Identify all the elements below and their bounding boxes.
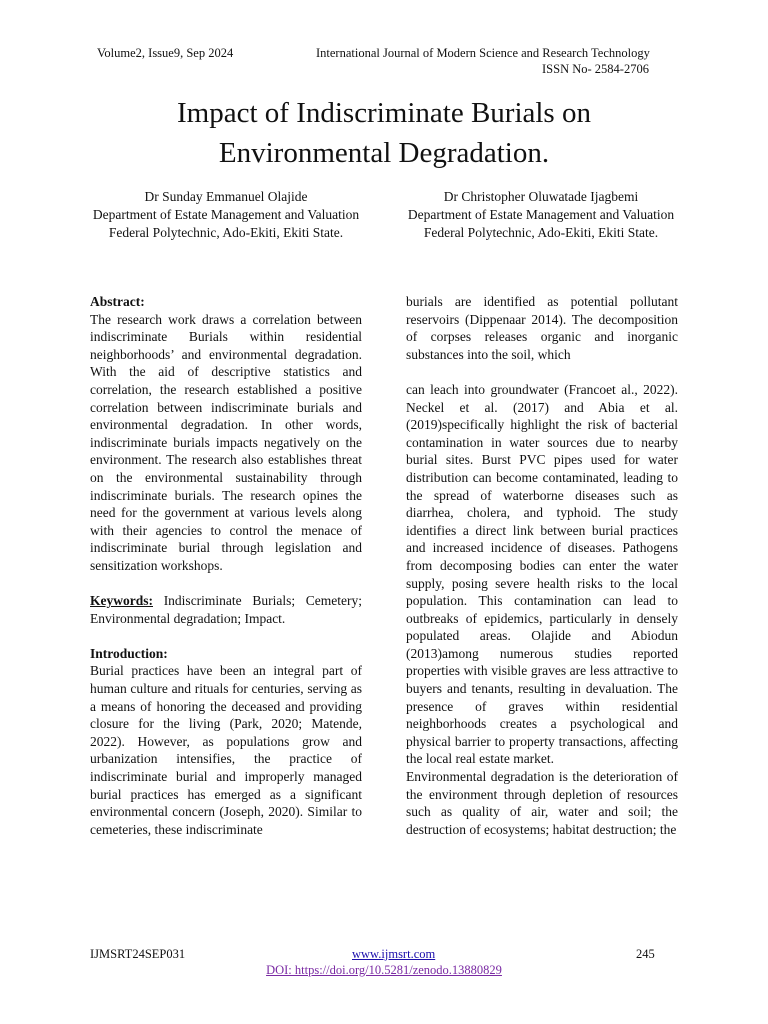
author-name: Dr Christopher Oluwatade Ijagbemi <box>443 189 639 204</box>
author-name: Dr Sunday Emmanuel Olajide <box>144 189 308 204</box>
body-paragraph-1: burials are identified as potential pollutant reservoirs (Dippenaar 2014). The decomposition of corpses releases organic and inorganic substances into the soil, which <box>406 294 678 362</box>
keywords-paragraph <box>90 592 362 627</box>
right-column <box>406 293 678 838</box>
author-institution: Federal Polytechnic, Ado-Ekiti, Ekiti State. <box>108 225 344 240</box>
paper-title <box>0 93 768 173</box>
body-paragraph-3: Environmental degradation is the deterioration of the environment through depletion of resources such as quality of air, water and soil; the destruction of ecosystems; habitat destruction; the <box>406 769 678 837</box>
issn: ISSN No- 2584-2706 <box>542 62 649 76</box>
issue-info: Volume2, Issue9, Sep 2024 <box>97 46 234 60</box>
body-paragraph-2: can leach into groundwater (Francoet al., 2022). Neckel et al. (2017) and Abia et al. (2019)specifically highlight the risk of bacterial contamination in water sources due to nearby burial sites. Burst PVC pipes used for water distribution can become contaminated, leading to the spread of waterborne diseases such as diarrhea, cholera, and typhoid. The study identifies a direct link between burial practices and increased incidence of diseases. Pathogens from decomposing bodies can enter the water supply, posing severe health risks to the local population. This contamination can lead to outbreaks of epidemics, particularly in densely populated areas. Olajide and Abiodun (2013)among numerous studies reported properties with visible graves are less attractive to buyers and tenants, resulting in devaluation. The presence of graves within residential neighborhoods creates a psychological and physical barrier to property transactions, affecting the local real estate market. <box>406 381 678 767</box>
article-code: IJMSRT24SEP031 <box>90 947 186 961</box>
author-department: Department of Estate Management and Valuation <box>407 207 675 222</box>
page-number: 245 <box>636 947 655 961</box>
journal-name: International Journal of Modern Science and Research Technology <box>316 46 650 60</box>
abstract-heading: Abstract: <box>90 294 145 309</box>
author-block-1 <box>90 188 362 242</box>
keywords-text: Indiscriminate Burials; Cemetery; Environmental degradation; Impact. <box>90 593 363 626</box>
title-line-1: Impact of Indiscriminate Burials on <box>177 97 591 129</box>
keywords-heading: Keywords: <box>90 593 153 609</box>
left-column <box>90 293 362 838</box>
website-link[interactable]: www.ijmsrt.com <box>352 947 436 961</box>
author-institution: Federal Polytechnic, Ado-Ekiti, Ekiti State. <box>423 225 659 240</box>
introduction-heading: Introduction: <box>90 645 168 661</box>
author-department: Department of Estate Management and Valuation <box>92 207 360 222</box>
abstract-text: The research work draws a correlation between indiscriminate Burials within residential neighborhoods’ and environmental degradation. With the aid of descriptive statistics and correlation, the research established a positive correlation between indiscriminate burials and environmental degradation. In other words, indiscriminate burials impacts negatively on the environment. The research also establishes threat on the environmental sustainability through indiscriminate burials. The research opines the need for the government at various levels along with their agencies to control the menace of indiscriminate burial through legislation and sensitization workshops. <box>90 311 362 573</box>
introduction-text: Burial practices have been an integral part of human culture and rituals for centuries, serving as a means of honoring the deceased and providing closure for the living (Park, 2020; Matende, 2022). However, as populations grow and urbanization intensifies, the practice of indiscriminate burial and improperly managed burial practices has emerged as a significant environmental concern (Joseph, 2020). Similar to cemeteries, these indiscriminate <box>90 663 362 837</box>
author-block-2 <box>405 188 677 242</box>
doi-link[interactable]: DOI: https://doi.org/10.5281/zenodo.13880829 <box>266 963 502 977</box>
title-line-2: Environmental Degradation. <box>218 137 550 169</box>
